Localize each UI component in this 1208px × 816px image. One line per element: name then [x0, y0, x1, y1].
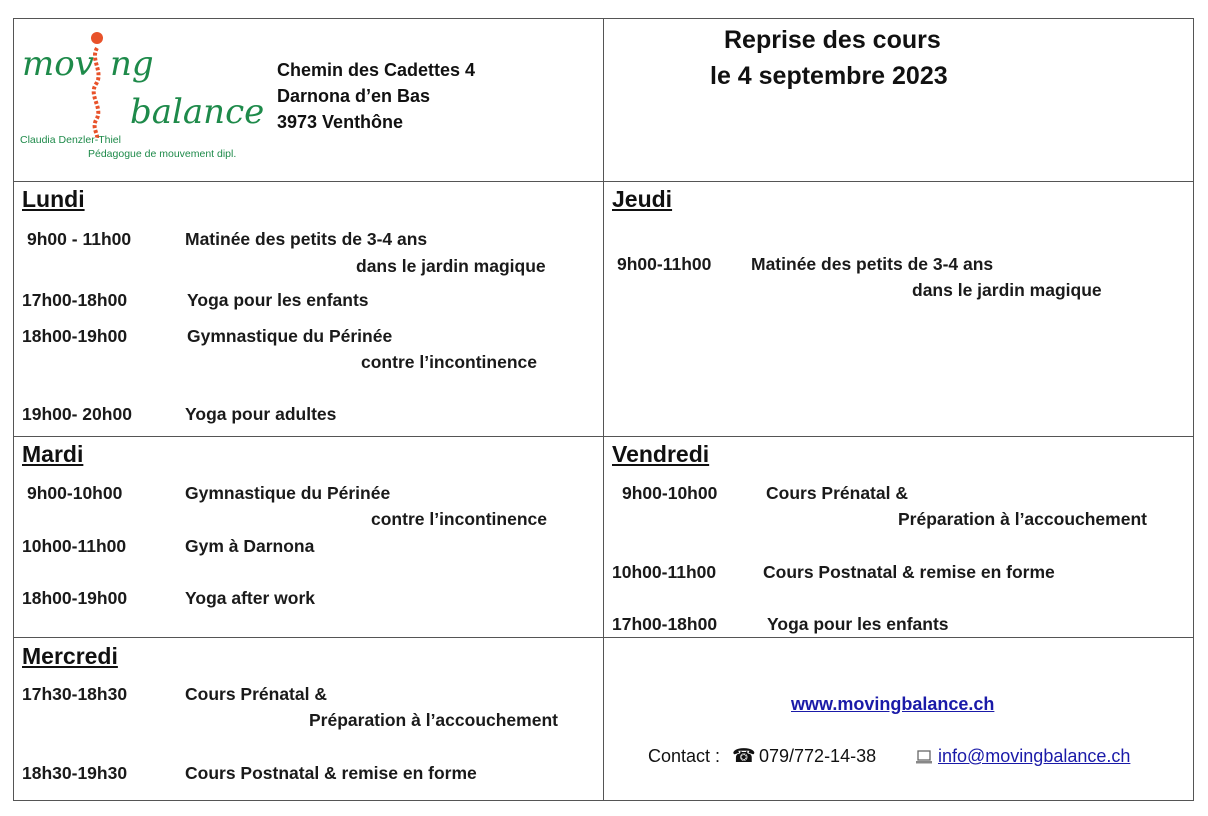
mardi-course-1-sub: contre l’incontinence — [371, 509, 547, 529]
row-divider-1 — [13, 181, 1194, 182]
day-heading-vendredi: Vendredi — [612, 441, 710, 467]
vendredi-course-2: Cours Postnatal & remise en forme — [763, 562, 1055, 582]
day-heading-lundi: Lundi — [22, 186, 85, 212]
row-divider-3 — [13, 637, 1194, 638]
page-title-line-1: Reprise des cours — [724, 26, 941, 54]
lundi-time-2: 17h00-18h00 — [22, 290, 128, 310]
address-line-1: Chemin des Cadettes 4 — [277, 60, 476, 80]
website-link[interactable]: www.movingbalance.ch — [791, 694, 995, 714]
lundi-course-1: Matinée des petits de 3-4 ans — [185, 229, 428, 249]
mardi-time-1: 9h00-10h00 — [27, 483, 123, 503]
lundi-course-3-sub: contre l’incontinence — [361, 352, 537, 372]
mercredi-course-1-sub: Préparation à l’accouchement — [309, 710, 558, 730]
contact-phone: 079/772-14-38 — [759, 746, 877, 766]
mercredi-time-1: 17h30-18h30 — [22, 684, 128, 704]
vendredi-course-3: Yoga pour les enfants — [767, 614, 949, 634]
mardi-time-3: 18h00-19h00 — [22, 588, 128, 608]
spine-icon — [84, 28, 110, 138]
vendredi-time-3: 17h00-18h00 — [612, 614, 718, 634]
lundi-course-2: Yoga pour les enfants — [187, 290, 369, 310]
email-link[interactable]: info@movingbalance.ch — [938, 746, 1131, 766]
day-heading-mercredi: Mercredi — [22, 643, 118, 669]
lundi-course-4: Yoga pour adultes — [185, 404, 337, 424]
logo-word-mov: mov — [22, 44, 94, 84]
mardi-time-2: 10h00-11h00 — [22, 536, 127, 556]
lundi-time-1: 9h00 - 11h00 — [27, 229, 132, 249]
day-heading-mardi: Mardi — [22, 441, 84, 467]
logo-owner-role: Pédagogue de mouvement dipl. — [88, 148, 237, 160]
vendredi-course-1: Cours Prénatal & — [766, 483, 908, 503]
lundi-time-4: 19h00- 20h00 — [22, 404, 132, 424]
jeudi-course-1-sub: dans le jardin magique — [912, 280, 1102, 300]
day-heading-jeudi: Jeudi — [612, 186, 673, 212]
mercredi-time-2: 18h30-19h30 — [22, 763, 128, 783]
logo-word-balance: balance — [130, 92, 265, 132]
row-divider-2 — [13, 436, 1194, 437]
phone-icon: ☎ — [732, 746, 756, 767]
lundi-course-3: Gymnastique du Périnée — [187, 326, 393, 346]
vendredi-time-2: 10h00-11h00 — [612, 562, 717, 582]
address-line-3: 3973 Venthône — [277, 112, 404, 132]
lundi-time-3: 18h00-19h00 — [22, 326, 128, 346]
logo-word-ng: ng — [110, 44, 154, 84]
contact-label: Contact : — [648, 746, 721, 766]
mardi-course-2: Gym à Darnona — [185, 536, 315, 556]
mercredi-course-2: Cours Postnatal & remise en forme — [185, 763, 477, 783]
mardi-course-3: Yoga after work — [185, 588, 315, 608]
mercredi-course-1: Cours Prénatal & — [185, 684, 327, 704]
jeudi-time-1: 9h00-11h00 — [617, 254, 712, 274]
column-divider — [603, 18, 604, 801]
vendredi-time-1: 9h00-10h00 — [622, 483, 718, 503]
lundi-course-1-sub: dans le jardin magique — [356, 256, 546, 276]
mardi-course-1: Gymnastique du Périnée — [185, 483, 391, 503]
address-line-2: Darnona d’en Bas — [277, 86, 431, 106]
computer-icon — [915, 749, 933, 765]
page-title-line-2: le 4 septembre 2023 — [710, 62, 948, 90]
jeudi-course-1: Matinée des petits de 3-4 ans — [751, 254, 994, 274]
vendredi-course-1-sub: Préparation à l’accouchement — [898, 509, 1147, 529]
logo-owner-name: Claudia Denzler-Thiel — [20, 134, 121, 146]
